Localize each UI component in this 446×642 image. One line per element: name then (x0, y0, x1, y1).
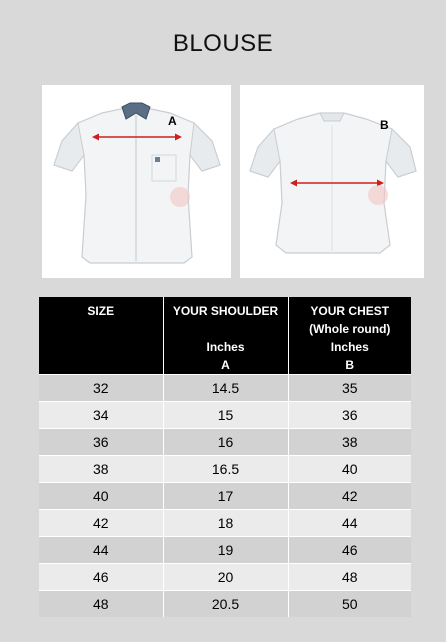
header-shoulder-unit: Inches (206, 340, 245, 354)
cell-shoulder: 15 (163, 402, 288, 429)
table-row (39, 375, 411, 402)
cell-shoulder: 14.5 (163, 375, 288, 402)
header-size-label: SIZE (87, 304, 115, 318)
cell-size: 36 (39, 429, 163, 456)
cell-shoulder: 18 (163, 510, 288, 537)
cell-shoulder: 20.5 (163, 591, 288, 618)
cell-chest: 50 (288, 591, 411, 618)
table-row (39, 510, 411, 537)
cell-shoulder: 17 (163, 483, 288, 510)
cell-chest: 46 (288, 537, 411, 564)
cell-chest: 44 (288, 510, 411, 537)
blouse-front-image (42, 85, 231, 278)
cell-size: 44 (39, 537, 163, 564)
cell-chest: 35 (288, 375, 411, 402)
header-shoulder (163, 297, 288, 375)
cell-chest: 36 (288, 402, 411, 429)
table-row (39, 564, 411, 591)
header-shoulder-title: YOUR SHOULDER (172, 304, 279, 318)
header-chest-note: (Whole round) (309, 322, 391, 336)
header-chest-title: YOUR CHEST (310, 304, 390, 318)
size-chart-table (39, 297, 411, 617)
header-shoulder-key: A (221, 358, 230, 372)
cell-size: 42 (39, 510, 163, 537)
table-row (39, 456, 411, 483)
cell-size: 38 (39, 456, 163, 483)
measure-label-a: A (168, 114, 177, 128)
cell-shoulder: 19 (163, 537, 288, 564)
blouse-back-image (240, 85, 424, 278)
blouse-front-icon (42, 85, 231, 278)
cell-size: 32 (39, 375, 163, 402)
header-chest-unit: Inches (330, 340, 369, 354)
table-row (39, 591, 411, 618)
table-header-row (39, 297, 411, 375)
header-chest-key: B (345, 358, 355, 372)
cell-size: 40 (39, 483, 163, 510)
blouse-back-icon (240, 85, 424, 278)
table-row (39, 483, 411, 510)
cell-size: 46 (39, 564, 163, 591)
cell-chest: 48 (288, 564, 411, 591)
table-body (39, 375, 411, 618)
page-title: BLOUSE (172, 30, 274, 57)
cell-shoulder: 16 (163, 429, 288, 456)
cell-shoulder: 20 (163, 564, 288, 591)
header-size (39, 297, 163, 375)
cell-size: 48 (39, 591, 163, 618)
cell-shoulder: 16.5 (163, 456, 288, 483)
header-chest (288, 297, 411, 375)
table-row (39, 537, 411, 564)
table-row (39, 429, 411, 456)
measure-label-b: B (380, 118, 389, 132)
cell-chest: 40 (288, 456, 411, 483)
table-row (39, 402, 411, 429)
cell-size: 34 (39, 402, 163, 429)
cell-chest: 38 (288, 429, 411, 456)
cell-chest: 42 (288, 483, 411, 510)
